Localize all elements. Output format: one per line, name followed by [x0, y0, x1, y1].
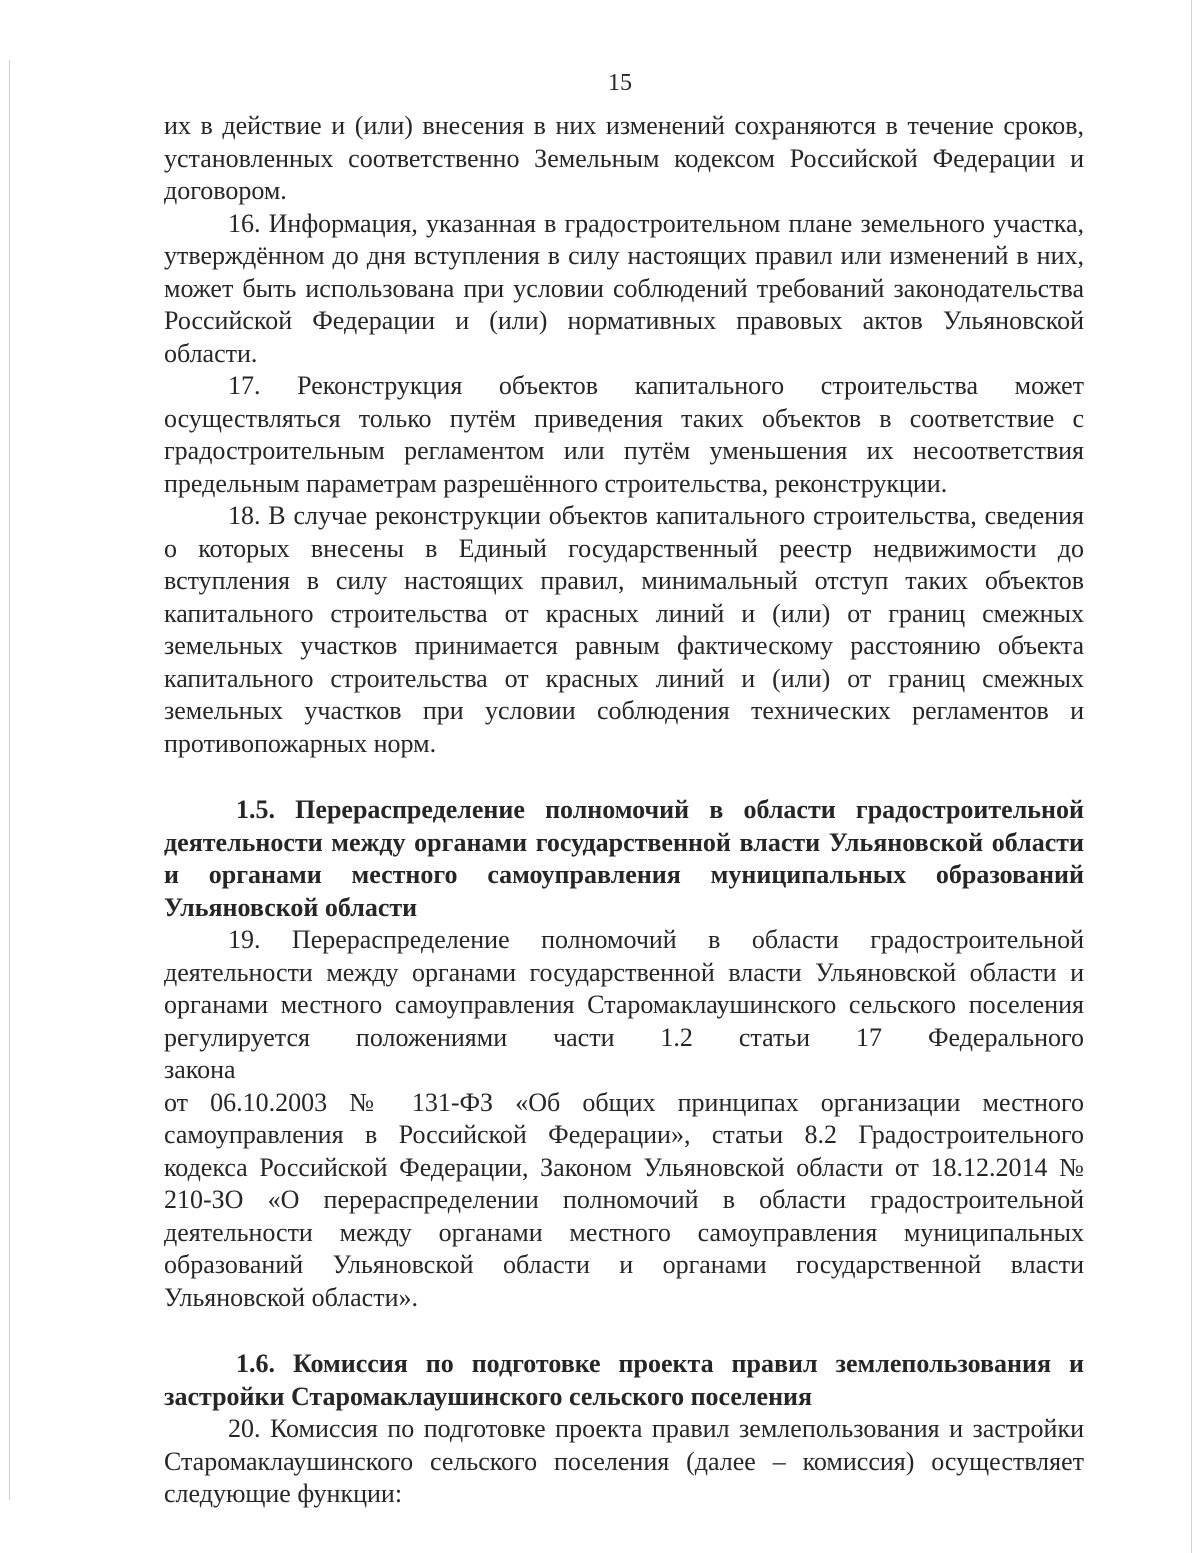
section-heading-1-5: 1.5. Перераспределение полномочий в области градостроительной деятельности между органами государственной власти Ульяновской области и органами местного самоуправления муниципальных образований Ульяновской области — [164, 795, 1084, 922]
paragraph-17: 17. Реконструкция объектов капитального строительства может осуществляться только путём приведения таких объектов в соответствие с градостроительным регламентом или путём уменьшения их несоответствия предельным параметрам разрешённого строительства, реконструкции. — [164, 371, 1084, 498]
scan-right-edge — [1191, 0, 1192, 1553]
paragraph-19-part-3: от 06.10.2003 № 131-ФЗ «Об общих принципах организации местного самоуправления в Российской Федерации», статьи 8.2 Градостроительного кодекса Российской Федерации, Законом Ульяновской области от 18.12.2014 № 210-ЗО «О перераспределении полномочий в области градостроительной деятельности между органами местного самоуправления муниципальных образований Ульяновской области и органами государственной власти Ульяновской области». — [164, 1087, 1084, 1312]
paragraph-19-part-2: закона — [164, 1055, 236, 1084]
paragraph-18: 18. В случае реконструкции объектов капитального строительства, сведения о которых внесены в Единый государственный реестр недвижимости до вступления в силу настоящих правил, минимальный отступ таких объектов капитального строительства от красных линий и (или) от границ смежных земельных участков принимается равным фактическому расстоянию объекта капитального строительства от красных линий и (или) от границ смежных земельных участков при условии соблюдения технических регламентов и противопожарных норм. — [164, 501, 1084, 758]
section-heading-1-6: 1.6. Комиссия по подготовке проекта правил землепользования и застройки Старомаклаушинского сельского поселения — [164, 1349, 1084, 1411]
scan-left-edge — [9, 60, 10, 1500]
page-number: 15 — [608, 70, 632, 96]
section-gap — [164, 1314, 1084, 1348]
paragraph-continuation: их в действие и (или) внесения в них изменений сохраняются в течение сроков, установленных соответственно Земельным кодексом Российской Федерации и договором. — [164, 111, 1084, 205]
paragraph-20: 20. Комиссия по подготовке проекта правил землепользования и застройки Старомаклаушинского сельского поселения (далее – комиссия) осуществляет следующие функции: — [164, 1414, 1084, 1508]
document-body — [164, 110, 1084, 1511]
paragraph-19-part-1: 19. Перераспределение полномочий в области градостроительной деятельности между органами государственной власти Ульяновской области и органами местного самоуправления Старомаклаушинского сельского поселения регулируется положениями части 1.2 статьи 17 Федерального — [164, 925, 1084, 1052]
section-gap — [164, 760, 1084, 794]
paragraph-16: 16. Информация, указанная в градостроительном плане земельного участка, утверждённом до дня вступления в силу настоящих правил или изменений в них, может быть использована при условии соблюдений требований законодательства Российской Федерации и (или) нормативных правовых актов Ульяновской области. — [164, 208, 1084, 368]
